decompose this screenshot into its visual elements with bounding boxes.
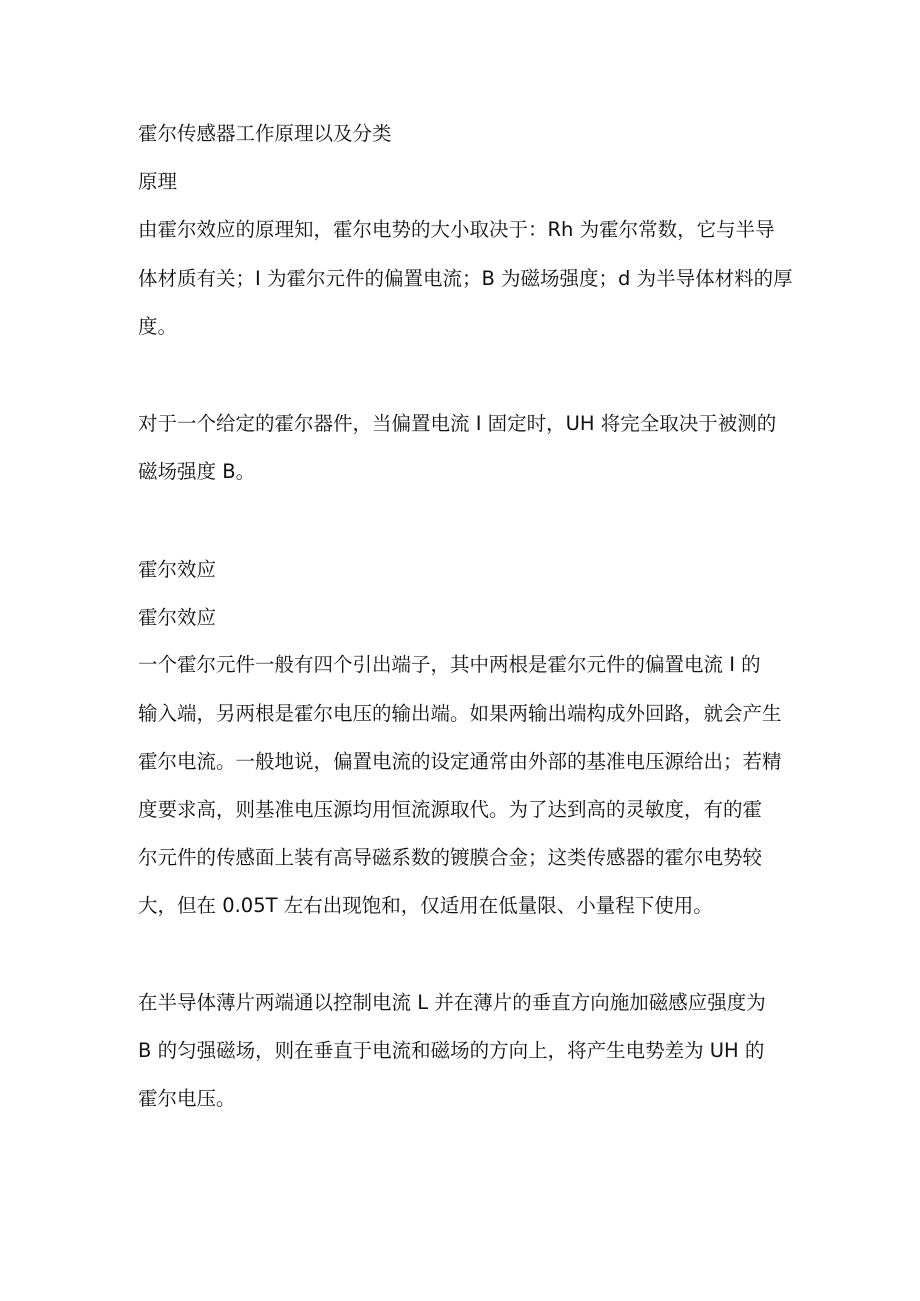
paragraph-line: 度要求高，则基准电压源均用恒流源取代。为了达到高的灵敏度，有的霍 bbox=[138, 798, 763, 821]
paragraph-line: 霍尔电流。一般地说，偏置电流的设定通常由外部的基准电压源给出；若精 bbox=[138, 750, 782, 773]
subsection-heading-hall-effect: 霍尔效应 bbox=[138, 606, 217, 629]
paragraph-line: 一个霍尔元件一般有四个引出端子，其中两根是霍尔元件的偏置电流 I 的 bbox=[138, 653, 761, 676]
section-heading-principle: 原理 bbox=[138, 170, 178, 193]
paragraph-line: 在半导体薄片两端通以控制电流 L 并在薄片的垂直方向施加磁感应强度为 bbox=[138, 991, 766, 1014]
paragraph-line: 大，但在 0.05T 左右出现饱和，仅适用在低量限、小量程下使用。 bbox=[138, 894, 713, 917]
document-title: 霍尔传感器工作原理以及分类 bbox=[138, 122, 392, 145]
paragraph-line: 输入端，另两根是霍尔电压的输出端。如果两输出端构成外回路，就会产生 bbox=[138, 702, 782, 725]
paragraph-line: B 的匀强磁场，则在垂直于电流和磁场的方向上，将产生电势差为 UH 的 bbox=[138, 1039, 765, 1062]
paragraph-line: 度。 bbox=[138, 315, 178, 338]
paragraph-line: 磁场强度 B。 bbox=[138, 460, 256, 483]
paragraph-line: 尔元件的传感面上装有高导磁系数的镀膜合金；这类传感器的霍尔电势较 bbox=[138, 846, 763, 869]
paragraph-line: 由霍尔效应的原理知，霍尔电势的大小取决于：Rh 为霍尔常数，它与半导 bbox=[138, 218, 775, 241]
section-heading-hall-effect: 霍尔效应 bbox=[138, 558, 217, 581]
paragraph-line: 霍尔电压。 bbox=[138, 1087, 236, 1110]
paragraph-line: 体材质有关；I 为霍尔元件的偏置电流；B 为磁场强度；d 为半导体材料的厚 bbox=[138, 267, 793, 290]
paragraph-line: 对于一个给定的霍尔器件，当偏置电流 I 固定时，UH 将完全取决于被测的 bbox=[138, 412, 777, 435]
